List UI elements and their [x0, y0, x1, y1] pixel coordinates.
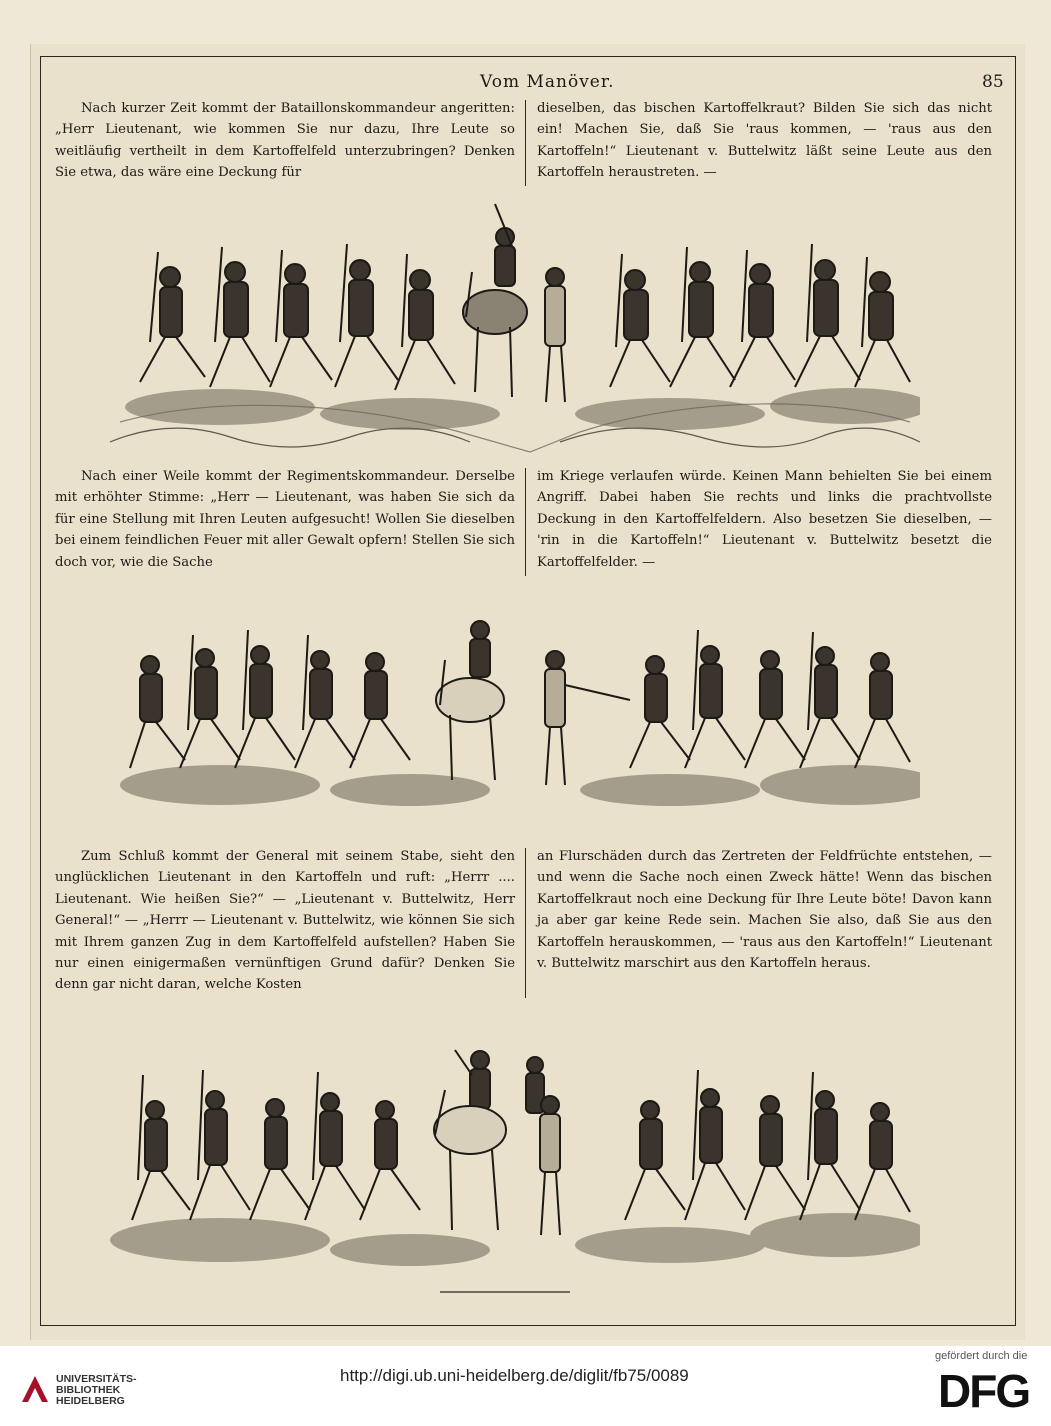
illustration-1 — [110, 192, 920, 460]
officer-on-horse — [436, 621, 504, 780]
soldier-figure — [855, 653, 910, 768]
soldier-figure — [625, 1101, 685, 1220]
dfg-logo[interactable]: DFG — [938, 1365, 1030, 1417]
soldier-figure — [685, 1070, 745, 1220]
illustration-3-drawing — [110, 1030, 920, 1300]
paragraph: Nach einer Weile kommt der Regimentskommandeur. Derselbe mit erhöhter Stimme: „Herr — Lieutenant, was haben Sie sich da für eine Stellung mit Ihren Leuten aufgesucht! Wollen Sie dieselben bei einem feindlichen Feuer mit aller Gewalt opfern! Stellen Sie sich doch vor, wie die Sache — [55, 469, 515, 570]
permalink[interactable]: http://digi.ub.uni-heidelberg.de/diglit/fb75/0089 — [340, 1366, 689, 1385]
paragraph: Zum Schluß kommt der General mit seinem Stabe, sieht den unglücklichen Lieutenant in den Kartoffeln und ruft: „Herrr .... Lieutenant. Wie heißen Sie?“ — „Lieutenant v. Buttelwitz, Herr General!“ — „Herrr — Lieutenant v. Buttelwitz, wie können Sie sich mit Ihrem ganzen Zug in dem Kartoffelfeld aufstellen? Haben Sie nur einen einigermaßen vernünftigen Grund dafür? Denken Sie denn gar nicht daran, welche Kosten — [55, 849, 515, 993]
text-column-right-1 — [537, 98, 992, 184]
soldier-figure — [190, 1070, 250, 1220]
illustration-1-drawing — [110, 192, 920, 460]
soldier-figure — [350, 653, 410, 768]
illustration-3 — [110, 1030, 920, 1300]
text-column-right-3 — [537, 846, 992, 974]
soldier-figure — [140, 252, 205, 382]
text-column-left-3 — [55, 846, 515, 996]
page-title: Vom Manöver. — [480, 72, 615, 92]
soldier-figure — [360, 1101, 420, 1220]
library-line-2: BIBLIOTHEK — [56, 1384, 121, 1396]
column-divider — [525, 848, 526, 998]
text-column-right-2 — [537, 466, 992, 573]
viewer-footer — [0, 1346, 1051, 1426]
lieutenant-figure — [545, 268, 565, 402]
paragraph: an Flurschäden durch das Zertreten der Feldfrüchte entstehen, — und wenn die Sache noch einen Zweck hätte! Wenn das bischen Kartoffelkraut noch eine Deckung für Ihre Leute böte! Davon kann ja aber gar keine Rede sein. Machen Sie also, daß Sie aus den Kartoffeln herauskommen, — 'raus aus den Kartoffeln!“ Lieutenant v. Buttelwitz marschirt aus den Kartoffeln heraus. — [537, 849, 992, 972]
paragraph: im Kriege verlaufen würde. Keinen Mann behielten Sie bei einem Angriff. Dabei haben Sie rechts und links die prachtvollste Deckung in den Kartoffelfeldern. Also besetzen Sie dieselben, — 'rin in die Kartoffeln!“ Lieutenant v. Buttelwitz besetzt die Kartoffelfelder. — — [537, 469, 992, 570]
text-column-left-1 — [55, 98, 515, 184]
soldier-figure — [855, 257, 910, 387]
soldier-figure — [270, 250, 332, 387]
soldier-figure — [180, 635, 240, 768]
soldier-figure — [685, 630, 745, 768]
soldier-figure — [250, 1099, 310, 1220]
running-header — [0, 72, 1051, 96]
library-line-3: HEIDELBERG — [56, 1395, 125, 1407]
illustration-2-drawing — [110, 590, 920, 830]
soldier-figure — [800, 1072, 860, 1220]
soldier-figure — [132, 1075, 190, 1220]
soldier-figure — [745, 1096, 805, 1220]
soldier-figure — [235, 630, 295, 768]
soldier-figure — [610, 254, 670, 387]
officer-on-horse — [463, 204, 527, 397]
soldier-figure — [210, 247, 270, 387]
soldier-figure — [730, 250, 795, 387]
general-on-horse — [434, 1050, 506, 1230]
soldier-figure — [305, 1072, 365, 1220]
column-divider — [525, 468, 526, 576]
column-divider — [525, 100, 526, 186]
soldier-figure — [670, 247, 735, 387]
soldier-figure — [855, 1103, 910, 1220]
soldier-figure — [630, 656, 690, 768]
paragraph: Nach kurzer Zeit kommt der Bataillonskommandeur angeritten: „Herr Lieutenant, wie kommen Sie nur dazu, Ihre Leute so weitläufig vertheilt in dem Kartoffelfeld unterzubringen? Denken Sie etwa, das wäre eine Deckung für — [55, 101, 515, 181]
soldier-figure — [295, 635, 355, 768]
library-logo[interactable] — [18, 1372, 137, 1410]
illustration-2 — [110, 590, 920, 830]
soldier-figure — [795, 244, 860, 387]
library-name — [56, 1374, 206, 1407]
page-number: 85 — [982, 72, 1004, 92]
soldier-figure — [395, 254, 455, 390]
text-column-left-2 — [55, 466, 515, 573]
soldier-figure — [335, 244, 398, 387]
lieutenant-figure — [545, 651, 630, 785]
library-line-1: UNIVERSITÄTS- — [56, 1373, 137, 1385]
funder-label: gefördert durch die — [935, 1350, 1028, 1362]
soldier-figure — [800, 632, 860, 768]
library-emblem-icon — [18, 1372, 52, 1406]
paragraph: dieselben, das bischen Kartoffelkraut? Bilden Sie sich das nicht ein! Machen Sie, daß Sie 'raus kommen, — 'raus aus den Kartoffeln!“ Lieutenant v. Buttelwitz läßt seine Leute aus den Kartoffeln heraustreten. — — [537, 101, 992, 181]
soldier-figure — [130, 656, 185, 768]
lieutenant-figure — [540, 1096, 560, 1235]
soldier-figure — [745, 651, 805, 768]
